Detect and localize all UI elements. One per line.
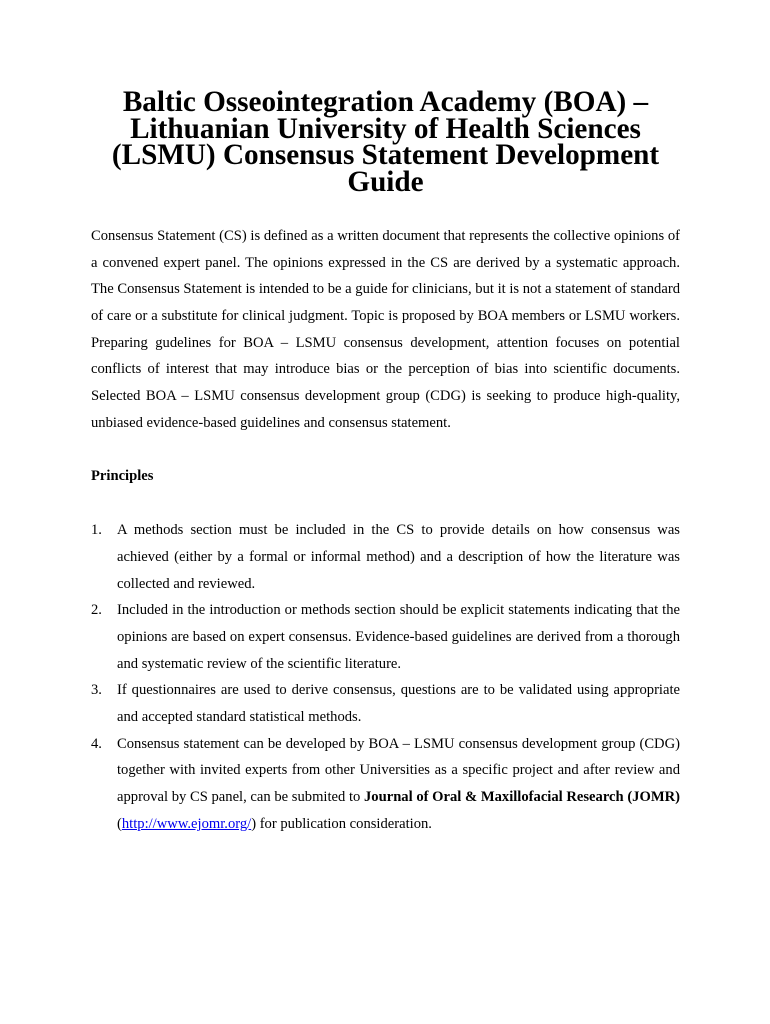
principle-text-before: Consensus statement can be developed by BOA – LSMU consensus development group (CDG) together with invited experts from other Universities as a specific project and after review and approval by CS panel, can be submited to <box>117 735 680 806</box>
title-line-1: Baltic Osseointegration Academy (BOA) – Lithuanian University of Health Sciences <box>122 86 649 145</box>
intro-paragraph: Consensus Statement (CS) is defined as a written document that represents the collective opinions of a convened expert panel. The opinions expressed in the CS are derived by a systematic approach. The Consensus Statement is intended to be a guide for clinicians, but it is not a statement of standard of care or a substitute for clinical judgment. Topic is proposed by BOA members or LSMU workers. Preparing gudelines for BOA – LSMU consensus development, attention focuses on potential conflicts of interest that may introduce bias or the perception of bias into scientific documents. Selected BOA – LSMU consensus development group (CDG) is seeking to produce high-quality, unbiased evidence-based guidelines and consensus statement. <box>91 227 680 431</box>
principle-number: 4. <box>91 735 102 752</box>
principle-item-4 <box>91 731 680 838</box>
principles-heading: Principles <box>91 468 154 485</box>
principle-number: 1. <box>91 522 102 539</box>
document-title <box>91 86 680 199</box>
principle-text: Included in the introduction or methods section should be explicit statements indicating that the opinions are based on expert consensus. Evidence-based guidelines are derived from a thorough and systematic review of the scientific literature. <box>117 602 680 672</box>
principle-item-1 <box>91 517 680 597</box>
principle-item-2 <box>91 597 680 677</box>
title-line-2: (LSMU) Consensus Statement Development Guide <box>111 139 660 199</box>
principle-text-after: ) for publication consideration. <box>251 815 432 832</box>
journal-link[interactable]: http://www.ejomr.org/ <box>121 815 252 832</box>
document-page <box>91 86 680 838</box>
principles-list <box>91 517 680 837</box>
journal-name: Journal of Oral & Maxillofacial Research (JOMR) <box>364 789 680 806</box>
principle-number: 3. <box>91 682 102 699</box>
principle-item-3 <box>91 677 680 730</box>
principle-number: 2. <box>91 602 102 619</box>
principle-text: A methods section must be included in the CS to provide details on how consensus was achieved (either by a formal or informal method) and a description of how the literature was collected and reviewed. <box>117 522 680 592</box>
principle-text: If questionnaires are used to derive consensus, questions are to be validated using appropriate and accepted standard statistical methods. <box>117 682 680 726</box>
paren-open: ( <box>117 815 122 832</box>
